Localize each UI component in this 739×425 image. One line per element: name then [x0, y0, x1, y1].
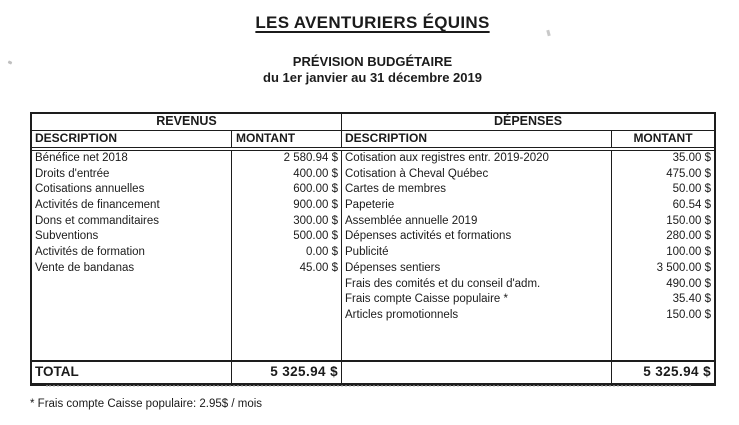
depenses-row-montant: 3 500.00 $: [656, 261, 711, 274]
table-body: [32, 151, 714, 360]
revenus-row-montant: 500.00 $: [293, 230, 338, 243]
revenus-row-description: Activités de financement: [35, 199, 160, 212]
section-header-row: [32, 114, 714, 131]
total-depenses-value: 5 325.94 $: [643, 364, 711, 379]
depenses-montant-column: [612, 151, 714, 360]
document-date-range: du 1er janvier au 31 décembre 2019: [263, 70, 482, 85]
revenus-row-montant: 600.00 $: [293, 183, 338, 196]
depenses-row-montant: 60.54 $: [672, 199, 711, 212]
depenses-row-description: Articles promotionnels: [345, 308, 459, 321]
depenses-row-description: Dépenses sentiers: [345, 261, 441, 274]
depenses-description-column: [342, 151, 612, 360]
depenses-row-montant: 490.00 $: [666, 277, 711, 290]
column-header-revenus-montant: MONTANT: [232, 131, 342, 147]
footnote: * Frais compte Caisse populaire: 2.95$ / mois: [30, 398, 263, 410]
revenus-row-description: Dons et commanditaires: [35, 214, 159, 227]
depenses-row-description: Cotisation à Cheval Québec: [345, 167, 489, 180]
depenses-row-description: Dépenses activités et formations: [345, 230, 512, 243]
column-header-row: [32, 131, 714, 151]
depenses-row-montant: 280.00 $: [666, 230, 711, 243]
depenses-row-montant: 150.00 $: [666, 308, 711, 321]
column-header-depenses-description: DESCRIPTION: [342, 131, 612, 147]
depenses-row-description: Frais compte Caisse populaire *: [345, 293, 508, 306]
revenus-row-montant: 400.00 $: [293, 167, 338, 180]
section-header-depenses: DÉPENSES: [493, 114, 563, 128]
depenses-row-montant: 100.00 $: [666, 246, 711, 259]
depenses-row-description: Cotisation aux registres entr. 2019-2020: [345, 152, 549, 164]
depenses-row-montant: 50.00 $: [672, 183, 711, 196]
depenses-row-description: Publicité: [345, 246, 389, 259]
depenses-row-description: Frais des comités et du conseil d'adm.: [345, 277, 541, 290]
column-header-revenus-description: DESCRIPTION: [32, 131, 232, 147]
revenus-description-column: [32, 151, 232, 360]
revenus-row-description: Vente de bandanas: [35, 261, 135, 274]
revenus-row-montant: 45.00 $: [299, 261, 338, 274]
revenus-row-description: Cotisations annuelles: [35, 183, 145, 196]
document-title: LES AVENTURIERS ÉQUINS: [255, 13, 490, 32]
revenus-row-description: Bénéfice net 2018: [35, 152, 128, 164]
depenses-row-montant: 35.00 $: [672, 152, 711, 164]
depenses-row-montant: 35.40 $: [672, 293, 711, 306]
document-subtitle: PRÉVISION BUDGÉTAIRE: [292, 54, 453, 69]
revenus-row-montant: 300.00 $: [293, 214, 338, 227]
column-header-depenses-montant: MONTANT: [633, 131, 693, 145]
depenses-row-description: Papeterie: [345, 199, 395, 212]
depenses-row-description: Cartes de membres: [345, 183, 446, 196]
revenus-row-montant: 2 580.94 $: [283, 152, 338, 164]
depenses-row-description: Assemblée annuelle 2019: [345, 214, 478, 227]
total-revenus-value: 5 325.94 $: [232, 362, 342, 383]
section-header-revenus: REVENUS: [32, 114, 342, 130]
revenus-montant-column: [232, 151, 342, 360]
revenus-row-montant: 0.00 $: [306, 246, 338, 259]
revenus-row-description: Activités de formation: [35, 246, 145, 259]
revenus-row-description: Droits d'entrée: [35, 167, 110, 180]
total-row: [32, 360, 714, 383]
scan-artifact-smudge: [46, 385, 691, 387]
revenus-row-montant: 900.00 $: [293, 199, 338, 212]
total-depenses-spacer: [342, 362, 612, 383]
depenses-row-montant: 150.00 $: [666, 214, 711, 227]
revenus-row-description: Subventions: [35, 230, 99, 243]
depenses-row-montant: 475.00 $: [666, 167, 711, 180]
total-label: TOTAL: [32, 362, 232, 383]
budget-table: [30, 112, 716, 386]
